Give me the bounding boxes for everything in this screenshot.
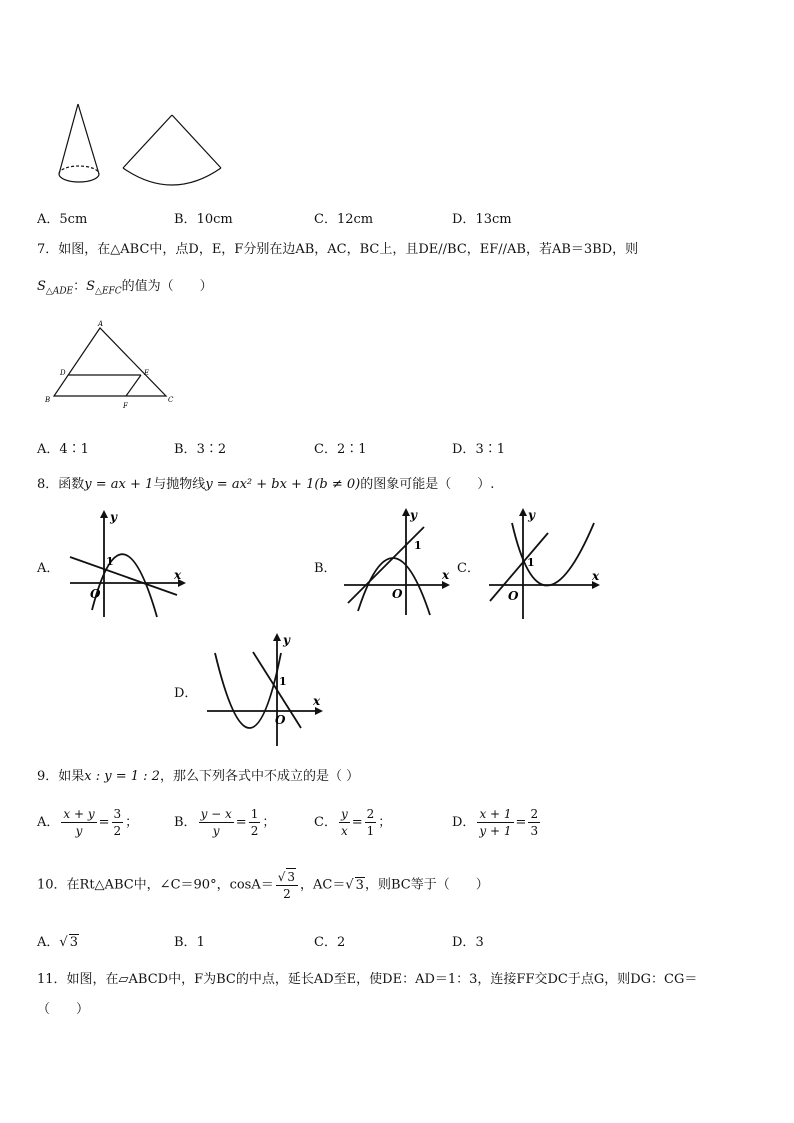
- q8-option-c[interactable]: C．: [457, 561, 480, 576]
- label-a: A: [98, 320, 104, 328]
- graph-b[interactable]: [338, 503, 458, 618]
- svg-text:O: O: [392, 587, 403, 601]
- q7-option-c[interactable]: C．2∶1: [314, 442, 367, 457]
- q7-text-line2: $S_{\triangle ADE}$：$S_{\triangle EFC}$的值为（ ）: [37, 279, 213, 297]
- graph-a[interactable]: [62, 505, 192, 620]
- q10-option-c[interactable]: C．2: [314, 935, 346, 950]
- svg-text:1: 1: [279, 675, 287, 688]
- svg-text:y: y: [410, 508, 417, 522]
- svg-text:1: 1: [106, 555, 114, 568]
- q9-option-d[interactable]: D． $\frac{x + 1}{y + 1}$ = $\frac{2}{3}$: [452, 807, 539, 838]
- svg-text:y: y: [283, 633, 290, 647]
- q7-option-b[interactable]: B．3∶2: [174, 442, 227, 457]
- q10-option-a[interactable]: A．√ 3: [37, 935, 78, 950]
- q10-text: 10．在Rt△ABC中，∠C＝90°，cosA＝ $\frac{√ 3}{2}$ ，AC＝√ 3，则BC等于（ ）: [37, 870, 489, 901]
- q10-option-d[interactable]: D．3: [452, 935, 484, 950]
- svg-text:y: y: [110, 510, 117, 524]
- q6-option-c[interactable]: C．12cm: [314, 212, 374, 227]
- q9-option-c[interactable]: C． $\frac{y}{x}$ = $\frac{2}{1}$ ；: [314, 807, 392, 838]
- svg-text:O: O: [90, 587, 101, 601]
- sector-figure: [118, 110, 226, 190]
- q8-text: 8．函数y = ax + 1与抛物线y = ax² + bx + 1(b ≠ 0)的图象可能是（ ）.: [37, 477, 495, 492]
- svg-text:1: 1: [527, 556, 535, 569]
- q7-option-d[interactable]: D．3∶1: [452, 442, 505, 457]
- svg-text:x: x: [592, 569, 600, 583]
- svg-text:1: 1: [414, 539, 422, 552]
- q7-text: 7．如图，在△ABC中，点D，E，F分别在边AB，AC，BC上，且DE//BC，EF//AB，若AB＝3BD，则: [37, 242, 639, 257]
- svg-text:x: x: [313, 694, 321, 708]
- q6-option-b[interactable]: B．10cm: [174, 212, 233, 227]
- svg-text:x: x: [442, 568, 450, 582]
- q11-text-line2: （ ）: [37, 1002, 90, 1017]
- q8-option-b[interactable]: B．: [314, 561, 337, 576]
- svg-text:O: O: [275, 713, 286, 727]
- q9-text: 9．如果x : y = 1 : 2，那么下列各式中不成立的是（ ）: [37, 769, 360, 784]
- q8-option-d[interactable]: D．: [174, 686, 198, 701]
- q10-option-b[interactable]: B．1: [174, 935, 205, 950]
- cone-figure: [50, 100, 110, 192]
- q9-option-b[interactable]: B． $\frac{y - x}{y}$ = $\frac{1}{2}$ ；: [174, 807, 276, 838]
- graph-d[interactable]: [203, 628, 333, 748]
- q6-option-a[interactable]: A．5cm: [37, 212, 88, 227]
- svg-text:y: y: [528, 508, 535, 522]
- label-b: B: [45, 396, 51, 404]
- q8-option-a[interactable]: A．: [37, 561, 60, 576]
- label-e: E: [144, 369, 150, 377]
- label-f: F: [123, 402, 128, 410]
- triangle-figure: [40, 318, 180, 410]
- label-d: D: [60, 369, 66, 377]
- q9-option-a[interactable]: A． $\frac{x + y}{y}$ = $\frac{3}{2}$ ；: [37, 807, 139, 838]
- q7-option-a[interactable]: A．4∶1: [37, 442, 89, 457]
- svg-text:O: O: [508, 589, 519, 603]
- label-c: C: [168, 396, 174, 404]
- q11-text: 11．如图，在▱ABCD中，F为BC的中点，延长AD至E，使DE：AD＝1：3，连接FF交DC于点G，则DG：CG＝: [37, 972, 698, 987]
- q6-option-d[interactable]: D．13cm: [452, 212, 512, 227]
- svg-text:x: x: [174, 568, 182, 582]
- graph-c[interactable]: [486, 503, 606, 621]
